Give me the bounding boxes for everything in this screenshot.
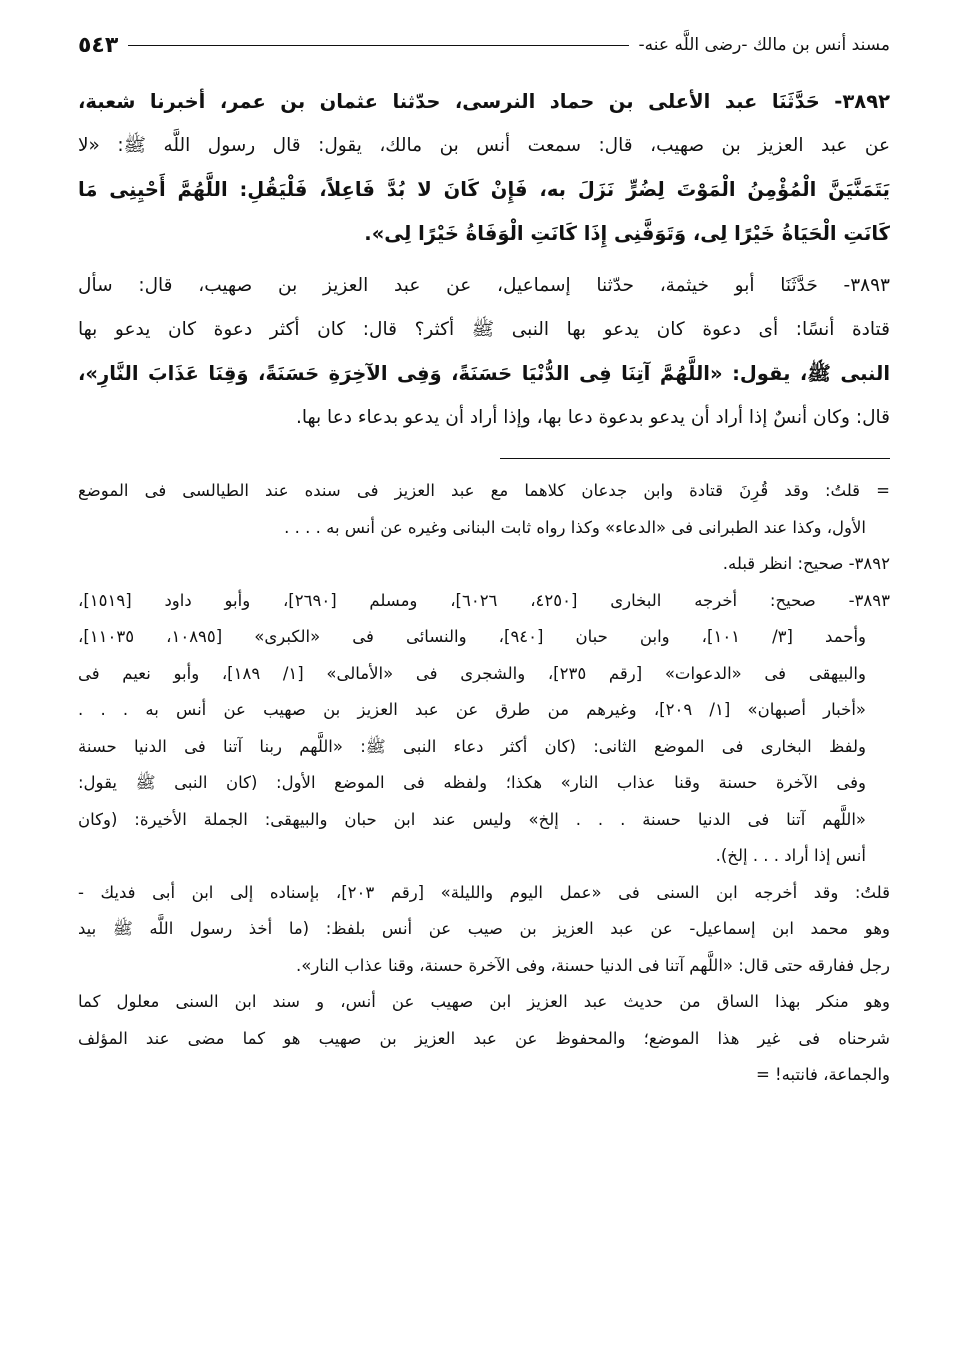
hadith-3893-line: النبى ﷺ، يقول: «اللَّهُمَّ آتِنَا فِى الدُّنْيَا حَسَنَةً، وَفِى الآخِرَةِ حَسَنَةً، وَقِنَا عَذَابَ النَّارِ»، (78, 362, 890, 385)
header-title: مسند أنس بن مالك -رضى اللَّه عنه- (638, 35, 890, 55)
footnotes (78, 473, 890, 1094)
hadith-3893-line: ٣٨٩٣- حَدَّثَنَا أبو خيثمة، حدّثنا إسماعيل، عن عبد العزيز بن صهيب، قال: سأل (78, 275, 890, 296)
note-line: «أخبار أصبهان» [١/ ٢٠٩]، وغيرهم من طرق عن عبد العزيز بن صهيب عن أنس به . . . (78, 700, 867, 719)
hadith-3892-line: يَتَمَنَّيَنَّ الْمُؤْمِنُ الْمَوْتَ لِضُرٍّ نَزَلَ به، فَإِنْ كَانَ لا بُدَّ فَاعِلاً، فَلْيَقُلِ: اللَّهُمَّ أَحْيِنِى مَا (78, 178, 890, 201)
note-line: شرحناه فى غير هذا الموضع؛ والمحفوظ عن عبد العزيز بن صهيب هو كما مضى عند المؤلف (78, 1028, 890, 1048)
note-line: والبيهقى فى «الدعوات» [رقم ٢٣٥]، والشجرى فى «الأمالى» [١/ ١٨٩]، وأبو نعيم فى (78, 663, 866, 683)
note-line: «اللَّهم آتنا فى الدنيا حسنة . . . إلخ» وليس عند ابن حبان والبيهقى: الجملة الأخيرة: (وكان (78, 809, 866, 829)
running-header (78, 28, 890, 62)
note-line: وأحمد [٣/ ١٠١]، وابن حبان [٩٤٠]، والنسائى فى «الكبرى» [١٠٨٩٥، ١١٠٣٥]، (78, 627, 866, 646)
note-3892: ٣٨٩٢- صحيح: انظر قبله. (722, 554, 890, 573)
note-line: ولفظ البخارى فى الموضع الثانى: (كان أكثر دعاء النبى ﷺ: «اللَّهم ربنا آتنا فى الدنيا حسنة (78, 736, 866, 756)
note-line: الأول، وكذا عند الطبرانى فى «الدعاء» وكذا رواه ثابت البنانى وغيره عن أنس به . . . . (284, 517, 866, 537)
note-line: قلتُ: وقد أخرجه ابن السنى فى «عمل اليوم والليلة» [رقم ٢٠٣]، بإسناده إلى ابن أبى فديك - (78, 882, 890, 902)
hadith-3893 (78, 264, 890, 440)
page-number: ٥٤٣ (78, 32, 119, 58)
continued-note (78, 473, 890, 546)
main-text (78, 80, 890, 440)
note-line: = قلتُ: وقد قُرِنَ قتادة وابن جدعان كلاهما مع عبد العزيز فى سنده عند الطيالسى فى الموضع (78, 481, 890, 500)
footnote-separator (500, 458, 890, 459)
hadith-3893-line: قتادة أنسًا: أى دعوة كان يدعو بها النبى ﷺ أكثر؟ قال: كان أكثر دعوة كان يدعو بها (78, 319, 890, 340)
hadith-3892-line: عن عبد العزيز بن صهيب، قال: سمعت أنس بن مالك، يقول: قال رسول اللَّه ﷺ: «لا (78, 135, 890, 156)
note-line: ٣٨٩٣- صحيح: أخرجه البخارى [٤٢٥٠، ٦٠٢٦]، ومسلم [٢٦٩٠]، وأبو داود [١٥١٩]، (78, 590, 890, 610)
note-line: وهو منكر بهذا الساق من حديث عبد العزيز ابن صهيب عن أنس، و سند ابن السنى معلول كما (78, 992, 890, 1011)
hadith-3892 (78, 80, 890, 256)
note-line: وهو محمد ابن إسماعيل- عن عبد العزيز بن صيب عن أنس بلفظ: (ما أخذ رسول اللَّه ﷺ بيد (78, 919, 890, 938)
note-line: وفى الآخرة حسنة وقنا عذاب النار» هكذا؛ ولفظه فى الموضع الأول: (كان النبى ﷺ يقول: (78, 773, 866, 792)
hadith-3893-line: قال: وكان أنسٌ إذا أراد أن يدعو بدعوة دعا بها، وإذا أراد أن يدعو بدعاء دعا بها. (295, 407, 890, 428)
header-rule (128, 45, 628, 46)
note-3893 (78, 583, 890, 875)
hadith-3892-line: كَانَتِ الْحَيَاةُ خَيْرًا لِى، وَتَوَفَّنِى إِذَا كَانَتِ الْوَفَاةُ خَيْرًا لِى». (364, 222, 890, 245)
hadith-3892-line: ٣٨٩٢- حَدَّثَنَا عبد الأعلى بن حماد النرسى، حدّثنا عثمان بن عمر، أخبرنا شعبة، (78, 90, 890, 113)
note-qultu (78, 875, 890, 985)
note-final (78, 984, 890, 1094)
note-line: أنس إذا أراد . . . إلخ). (715, 846, 866, 865)
page (78, 28, 890, 1094)
note-line: والجماعة، فانتبه! = (755, 1065, 890, 1084)
note-line: رجل ففارقه حتى قال: «اللَّهم آتنا فى الدنيا حسنة، وفى الآخرة حسنة، وقنا عذاب النار». (296, 955, 890, 975)
